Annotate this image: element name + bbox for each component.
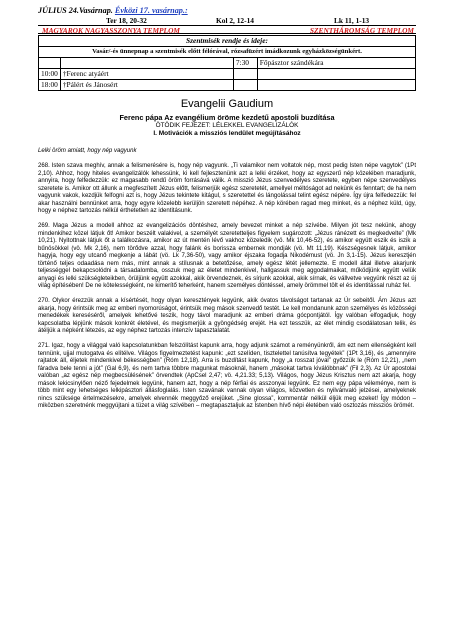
article-chapter: ÖTÖDIK FEJEZET: LÉLEKKEL EVANGELIZÁLÓK xyxy=(155,122,299,129)
mass-intention-2 xyxy=(257,80,415,91)
right-church-name: SZENTHÁROMSÁG TEMPLOM xyxy=(309,26,414,35)
date-line: JÚLIUS 24.Vasárnap. xyxy=(38,6,113,15)
table-row xyxy=(39,80,416,91)
mass-intention-2: Főpásztor szándékára xyxy=(257,58,415,69)
reading-lk: Lk 11, 1-13 xyxy=(334,16,370,25)
article-title: Evangelii Gaudium xyxy=(180,98,274,110)
mass-time-2: 7:30 xyxy=(233,58,257,69)
mass-time: 18:00 xyxy=(39,80,61,91)
intro-line: Lelki öröm amiatt, hogy nép vagyunk xyxy=(38,148,137,154)
reading-kol: Kol 2, 12-14 xyxy=(216,16,254,25)
left-church-name: MAGYAROK NAGYASSZONYA TEMPLOM xyxy=(42,26,180,35)
bulletin-page xyxy=(38,6,416,411)
paragraph-270: 270. Olykor érezzük annak a kísértését, hogy olyan keresztények legyünk, akik óvatos távolságot tartanak az Úr sebeitől. Ám Jézus azt akarja, hogy érintsük meg az emberi nyomorúságot, érintsük meg mások szenvedő testét. Le kell mondanunk azon személyes és közösségi menedékek kereséséről, amelyek lehetővé teszik, hogy távol maradjunk az emberi dráma gócpontjától. Így valóban elfogadjuk, hogy kapcsolatba lépjünk mások konkrét életével, és megismerjük a gyöngédség erejét. Ha ezt tesszük, az élet mindig csodálatosan telik, és átéljük a népként létezés, az egy néphez tartozás intenzív tapasztalatát. xyxy=(38,298,416,334)
date-header xyxy=(38,6,416,16)
paragraph-268: 268. Isten szava meghív, annak a felismerésére is, hogy nép vagyunk. „Ti valamikor nem voltatok nép, most pedig Isten népe vagytok” (1Pt 2,10). Ahhoz, hogy hiteles evangelizálók lehessünk, ki kell fejlesztenünk azt a lelki érzéket, hogy az egyszerű nép közelében maradjunk, annyira, hogy felfedezzük: ez magasabb rendű öröm forrásává válik. A misszió Jézus szenvedélyes szeretete, egyben népe szenvedélyes szeretete is. Amikor ott állunk a megfeszített Jézus előtt, felismerjük egész szeretetét, amellyel méltóságot ad nekünk és fenntart; de ha nem vagyunk vakok, kezdjük felfogni azt is, hogy Jézus tekintete kitágul, s szeretettel és lángolással telint egész népére. Így újra felfedezzük: fel akar használni bennünket arra, hogy egyre közelebb kerüljön szeretett népéhez. A nép körében ragad meg minket, és a néphez küld, úgy, hogy e néphez tartozás nélkül érthetetlen az identitásunk. xyxy=(38,163,416,214)
schedule-title: Szentmisék rendje és ideje: xyxy=(39,36,416,47)
reading-ter: Ter 18, 20-32 xyxy=(106,16,147,25)
mass-time-2 xyxy=(233,80,257,91)
mass-intention xyxy=(60,58,233,69)
evkozi-label: Évközi 17. vasárnap.: xyxy=(114,6,188,15)
mass-time-2 xyxy=(233,69,257,80)
paragraph-269: 269. Maga Jézus a modell ahhoz az evangelizációs döntéshez, amely bevezet minket a nép szívébe. Milyen jót tesz nekünk, ahogy mindenkihez közel látjuk őt! Amikor beszélt valakivel, a személyét szeretetteljes figyelem sugározott: „Jézus ránézett és megkedvelte” (Mk 10,21). Nyitottnak látjuk őt a találkozásra, amikor az út mentén lévő vakhoz közeledik (vö. Mk 10,46-52), és amikor együtt eszik és iszik a bűnösökkel (vö. Mk 2,16), nem törődve azzal, hogy falánk és borissza embernek mondják (vö. Mt 11,19). Készségesnek látjuk, amikor hagyja, hogy egy utcanő megkenje a lábát (vö. Lk 7,36-50), vagy amikor éjszaka fogadja Nikodémust (vö. Jn 3,1-15). Jézus keresztjén történő teljes odaadása nem más, mint annak a stílusnak a betetőzése, amely egész létét jellemezte. E modell által illetve akarjunk teljességgel bekapcsolódni a társadalomba, osszuk meg az életet mindenkivel, hallgassuk meg aggodalmaikat, működjünk együtt velük anyagi és lelki szükségleteikben, örüljünk együtt azokkal, akik örvendeznek, és sírjunk azokkal, akik sírnak, és vállvetve vegyünk részt az új világ építésében! De ne kötelességként, ne kimerítő teherként, hanem személyes döntéssel, amely örömmel tölt el és identitással ruház fel. xyxy=(38,223,416,289)
mass-intention-2 xyxy=(257,69,415,80)
schedule-title-row xyxy=(39,36,416,47)
church-names xyxy=(38,25,416,34)
paragraph-271: 271. Igaz, hogy a világgal való kapcsolatunkban felszólítást kapunk arra, hogy adjunk számot a reményünkről, ám ezt nem ellenségként kell tennünk, ujjal mutogatva és elítélve. Világos figyelmeztetést kapunk: „ezt szelíden, tisztelettel tanúsítva tegyétek” (1Pt 3,16), és „amennyire rajtatok áll, éljetek mindenkivel békességben” (Róm 12,18). Arra is buzdítást kapunk, hogy „a rosszat jóval” győzzük le (Róm 12,21), „nem fáradva bele tenni a jót” (Gal 6,9), és nem tartva többre magunkat másoknál, hanem „másokat tartva kiválóbbnak” (Fil 2,3). Az Úr apostolai valóban „az egész nép megbecsülésének” örvendtek (ApCsel 2,47; vö. 4,21.33; 5,13). Világos, hogy Jézus Krisztus nem azt akarja, hogy mások lekicsinylően néző fejedelmek legyünk, hanem azt, hogy a nép férfiai és asszonyai legyünk. Ez nem egy pápa véleménye, nem is több mint egy lehetséges lelkipásztori állásfoglalás. Isten szavának vannak olyan világos, közvetlen és nyilvánvaló jelzései, amelyeknek nincs szüksége értelmezésekre, amelyek elvennék meggyőző erejüket. „Sine glossa”, kommentár nélkül éljük meg ezeket! Így módon – miközben szeretnénk meggyújtani a tüzet a világ szívében – megtapasztaljuk az Istenben hívő népi életében való osztozás missziós örömét. xyxy=(38,343,416,409)
readings-line xyxy=(38,16,416,25)
article-section: I. Motivációk a missziós lendület megújításához xyxy=(153,130,301,137)
article-subtitle: Ferenc pápa Az evangélium öröme kezdetű apostoli buzdítása xyxy=(119,113,335,122)
mass-intention: †Pálért és Jánosért xyxy=(60,80,233,91)
article-body xyxy=(38,148,416,411)
mass-time: 10:00 xyxy=(39,69,61,80)
mass-schedule-table xyxy=(38,35,416,91)
schedule-note-row xyxy=(39,47,416,58)
table-row xyxy=(39,58,416,69)
table-row xyxy=(39,69,416,80)
mass-time xyxy=(39,58,61,69)
mass-intention: †Ferenc atyáért xyxy=(60,69,233,80)
schedule-note: Vasár/-és ünnepnap a szentmisék előtt félórával, rózsafüzért imádkozunk egyházközségünkért. xyxy=(39,47,416,58)
